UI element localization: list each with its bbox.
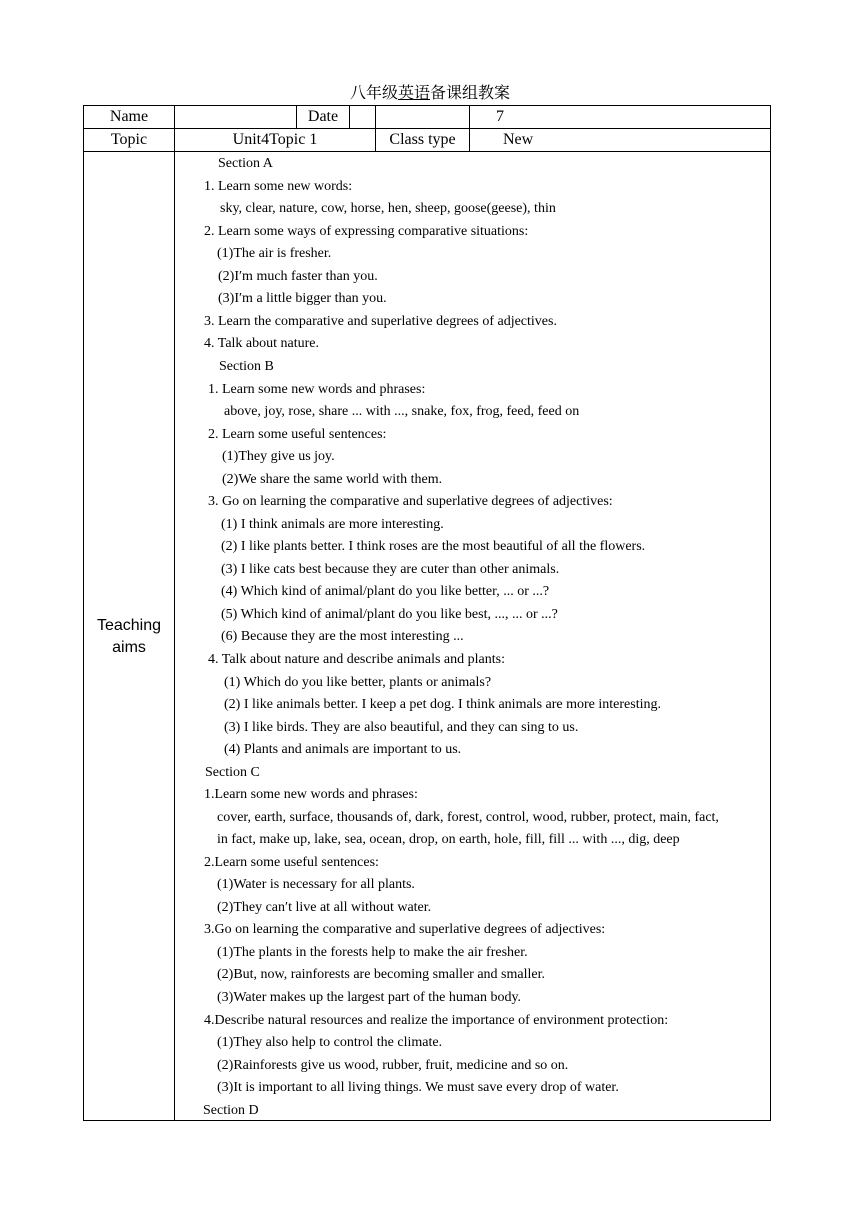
aims-line: sky, clear, nature, cow, horse, hen, sheep, goose(geese), thin	[220, 201, 556, 216]
table-border-left	[83, 105, 84, 1121]
aims-line: above, joy, rose, share ... with ..., snake, fox, frog, feed, feed on	[224, 404, 580, 419]
topic-label: Topic	[110, 131, 148, 148]
teaching-aims-label-line2: aims	[112, 639, 146, 656]
aims-line: (1)They also help to control the climate.	[217, 1035, 443, 1050]
aims-line: in fact, make up, lake, sea, ocean, drop, on earth, hole, fill, fill ... with ..., dig, deep	[217, 832, 680, 847]
title-rest: 备课组教案	[430, 85, 511, 102]
title-subject: 英语	[397, 85, 430, 102]
aims-line: 1. Learn some new words:	[204, 179, 353, 194]
table-border-right	[770, 105, 771, 1121]
row1-divider-c	[375, 105, 376, 128]
page-title	[0, 84, 860, 104]
aims-line: (4) Which kind of animal/plant do you like better, ... or ...?	[221, 584, 550, 599]
aims-line: (6) Because they are the most interesting ...	[221, 629, 464, 644]
teaching-aims-label	[84, 615, 174, 659]
lesson-number: 7	[496, 108, 504, 125]
aims-line: (3) I like birds. They are also beautiful, and they can sing to us.	[224, 720, 579, 735]
aims-line: (2) I like animals better. I keep a pet dog. I think animals are more interesting.	[224, 697, 661, 712]
aims-line: 4. Talk about nature and describe animals and plants:	[208, 652, 505, 667]
aims-line: (1)The plants in the forests help to make the air fresher.	[217, 945, 528, 960]
aims-line: (1) I think animals are more interesting.	[221, 517, 444, 532]
aims-line: (4) Plants and animals are important to us.	[224, 742, 462, 757]
aims-line: 2. Learn some useful sentences:	[208, 427, 387, 442]
row1-divider-d	[469, 105, 470, 128]
aims-line: (2)I′m much faster than you.	[218, 269, 378, 284]
table-border-bottom	[83, 1120, 771, 1121]
aims-line: Section A	[218, 156, 273, 171]
aims-line: (2)Rainforests give us wood, rubber, fruit, medicine and so on.	[217, 1058, 569, 1073]
aims-line: (1)They give us joy.	[222, 449, 335, 464]
aims-line: (2)They can′t live at all without water.	[217, 900, 432, 915]
aims-line: (3) I like cats best because they are cuter than other animals.	[221, 562, 560, 577]
aims-line: (2)We share the same world with them.	[222, 472, 443, 487]
aims-line: 1. Learn some new words and phrases:	[208, 382, 426, 397]
class-type-value: New	[503, 131, 534, 148]
row-divider-1	[83, 128, 771, 129]
name-label: Name	[109, 108, 149, 125]
aims-line: 2.Learn some useful sentences:	[204, 855, 379, 870]
aims-line: (3)Water makes up the largest part of the human body.	[217, 990, 522, 1005]
aims-line: (5) Which kind of animal/plant do you like best, ..., ... or ...?	[221, 607, 558, 622]
teaching-aims-label-line1: Teaching	[96, 617, 162, 634]
aims-line: (1)Water is necessary for all plants.	[217, 877, 415, 892]
aims-line: (3)It is important to all living things. We must save every drop of water.	[217, 1080, 619, 1095]
aims-line: 1.Learn some new words and phrases:	[204, 787, 418, 802]
aims-line: (2) I like plants better. I think roses are the most beautiful of all the flowers.	[221, 539, 646, 554]
aims-line: cover, earth, surface, thousands of, dark, forest, control, wood, rubber, protect, main, fact,	[217, 810, 719, 825]
aims-line: (2)But, now, rainforests are becoming smaller and smaller.	[217, 967, 545, 982]
topic-value: Unit4Topic 1	[232, 131, 318, 148]
aims-line: (1)The air is fresher.	[217, 246, 332, 261]
aims-line: 3. Go on learning the comparative and superlative degrees of adjectives:	[208, 494, 613, 509]
row1-divider-b	[349, 105, 350, 128]
aims-line: (1) Which do you like better, plants or animals?	[224, 675, 492, 690]
label-column-divider	[174, 105, 175, 1121]
class-type-label: Class type	[389, 131, 456, 148]
aims-line: Section C	[205, 765, 260, 780]
row-divider-2	[83, 151, 771, 152]
aims-line: (3)I′m a little bigger than you.	[218, 291, 387, 306]
aims-line: 3.Go on learning the comparative and superlative degrees of adjectives:	[204, 922, 606, 937]
title-grade: 八年级	[349, 85, 398, 102]
aims-line: 3. Learn the comparative and superlative degrees of adjectives.	[204, 314, 557, 329]
aims-line: Section B	[219, 359, 274, 374]
aims-line: Section D	[203, 1103, 259, 1118]
date-label: Date	[307, 108, 339, 125]
aims-line: 4.Describe natural resources and realize the importance of environment protection:	[204, 1013, 669, 1028]
aims-line: 2. Learn some ways of expressing comparative situations:	[204, 224, 529, 239]
row2-divider-b	[469, 128, 470, 151]
aims-line: 4. Talk about nature.	[204, 336, 320, 351]
table-border-top	[83, 105, 771, 106]
